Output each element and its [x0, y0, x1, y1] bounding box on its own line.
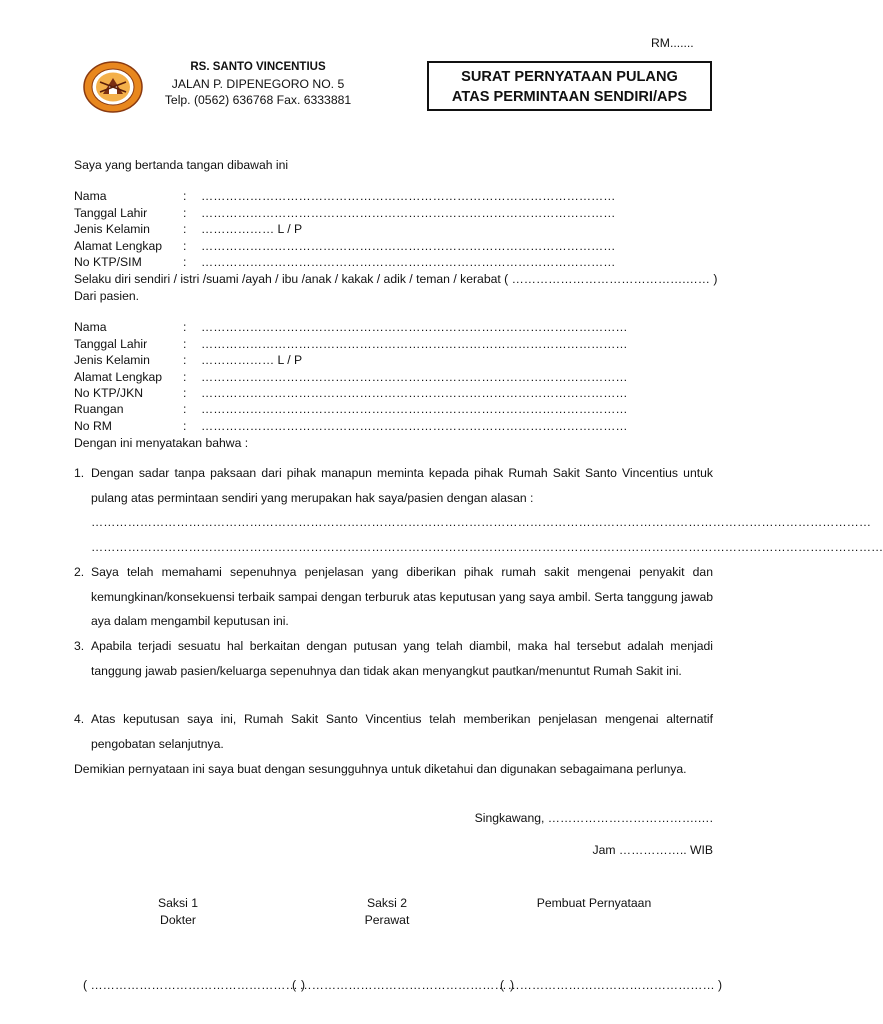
reason-line[interactable]: ………………………………………………………………………………………………………………………………………………………………………… [91, 515, 871, 529]
declaration-intro: Dengan ini menyatakan bahwa : [74, 436, 249, 450]
signature-witness-2 [337, 895, 437, 929]
field-label: Alamat Lengkap [74, 370, 163, 384]
statement-item [74, 707, 713, 756]
hospital-header [158, 59, 358, 109]
colon: : [183, 320, 187, 334]
title-line-2: ATAS PERMINTAAN SENDIRI/APS [451, 89, 688, 105]
signature-role: Saksi 1 [158, 896, 198, 910]
field-label: No KTP/JKN [74, 386, 144, 400]
statement-text: Dengan sadar tanpa paksaan dari pihak manapun meminta kepada pihak Rumah Sakit Santo Vincentius untuk pulang atas permintaan sendiri yang merupakan hak saya/pasien dengan alasan : [91, 466, 713, 505]
document-title [427, 61, 712, 111]
signature-subrole: Dokter [160, 913, 196, 927]
reason-line[interactable]: …………………………………………………………………………………………………………………………………………………………………………… [91, 539, 883, 554]
statement-number: 1. [74, 466, 85, 480]
colon: : [183, 370, 187, 384]
field-value[interactable]: …………………………………………………………………………………………… [201, 402, 628, 416]
signature-line-witness-2[interactable]: ( …………………………………………… ) [292, 978, 515, 992]
field-value[interactable]: ……………… L / P [201, 222, 303, 236]
signature-declarant [514, 895, 674, 912]
signature-witness-1 [128, 895, 228, 929]
statement-item [74, 461, 883, 559]
field-value[interactable]: ………………………………………………………………………………………… [201, 239, 616, 253]
hospital-logo-icon [82, 60, 144, 114]
statement-item [74, 634, 713, 683]
signature-role: Saksi 2 [367, 896, 407, 910]
colon: : [183, 402, 187, 416]
field-value[interactable]: …………………………………………………………………………………………… [201, 370, 628, 384]
signature-line-declarant[interactable]: ( …………………………………………… ) [500, 978, 723, 992]
statement-item [74, 560, 713, 634]
medical-record-number-label: RM....... [651, 36, 694, 50]
colon: : [183, 206, 187, 220]
time-line[interactable]: Jam …………….. WIB [592, 843, 713, 857]
colon: : [183, 419, 187, 433]
statement-number: 4. [74, 712, 85, 726]
intro-text: Saya yang bertanda tangan dibawah ini [74, 158, 289, 172]
from-patient-text: Dari pasien. [74, 289, 140, 303]
colon: : [183, 353, 187, 367]
closing-paragraph: Demikian pernyataan ini saya buat dengan sesungguhnya untuk diketahui dan digunakan sebagaimana perlunya. [74, 762, 687, 776]
colon: : [183, 222, 187, 236]
statement-number: 3. [74, 639, 85, 653]
hospital-name: RS. SANTO VINCENTIUS [190, 61, 326, 73]
field-label: Jenis Kelamin [74, 353, 150, 367]
statement-number: 2. [74, 565, 85, 579]
field-value[interactable]: …………………………………………………………………………………………… [201, 419, 628, 433]
field-label: Tanggal Lahir [74, 337, 148, 351]
field-label: Nama [74, 189, 107, 203]
field-value[interactable]: ………………………………………………………………………………………… [201, 206, 616, 220]
relation-line[interactable]: Selaku diri sendiri / istri /suami /ayah / ibu /anak / kakak / adik / teman / kerabat ( …………………………………….…… ) [74, 272, 718, 286]
field-value[interactable]: ……………… L / P [201, 353, 303, 367]
field-value[interactable]: ………………………………………………………………………………………… [201, 255, 616, 269]
field-label: No RM [74, 419, 112, 433]
field-value[interactable]: ………………………………………………………………………………………… [201, 189, 616, 203]
statement-text: Apabila terjadi sesuatu hal berkaitan dengan putusan yang telah diambil, maka hal tersebut adalah menjadi tanggung jawab pasien/keluarga sepenuhnya dan tidak akan menyangkut pautkan/menuntut Rumah Sakit ini. [91, 639, 713, 678]
field-label: Nama [74, 320, 107, 334]
field-value[interactable]: …………………………………………………………………………………………… [201, 320, 628, 334]
colon: : [183, 239, 187, 253]
colon: : [183, 386, 187, 400]
field-label: Ruangan [74, 402, 124, 416]
city-date-line[interactable]: Singkawang, ……………………………….…. [474, 811, 713, 825]
statement-text: Saya telah memahami sepenuhnya penjelasan yang diberikan pihak rumah sakit mengenai penyakit dan kemungkinan/konsekuensi terbaik sampai dengan terburuk atas keputusan yang saya ambil. Serta tanggung jawab aya dalam mengambil keputusan ini. [91, 565, 713, 628]
signature-line-witness-1[interactable]: ( …………………………………………… ) [83, 978, 306, 992]
hospital-phone: Telp. (0562) 636768 Fax. 6333881 [164, 93, 352, 107]
field-value[interactable]: …………………………………………………………………………………………… [201, 337, 628, 351]
field-label: Jenis Kelamin [74, 222, 150, 236]
field-value[interactable]: …………………………………………………………………………………………… [201, 386, 628, 400]
title-line-1: SURAT PERNYATAAN PULANG [461, 69, 678, 85]
field-label: Alamat Lengkap [74, 239, 163, 253]
colon: : [183, 255, 187, 269]
hospital-address: JALAN P. DIPENEGORO NO. 5 [171, 76, 345, 91]
signature-role: Pembuat Pernyataan [536, 896, 652, 910]
colon: : [183, 337, 187, 351]
colon: : [183, 189, 187, 203]
field-label: No KTP/SIM [74, 255, 142, 269]
signature-subrole: Perawat [364, 913, 410, 927]
field-label: Tanggal Lahir [74, 206, 148, 220]
statement-text: Atas keputusan saya ini, Rumah Sakit Santo Vincentius telah memberikan penjelasan mengenai alternatif pengobatan selanjutnya. [91, 712, 713, 751]
